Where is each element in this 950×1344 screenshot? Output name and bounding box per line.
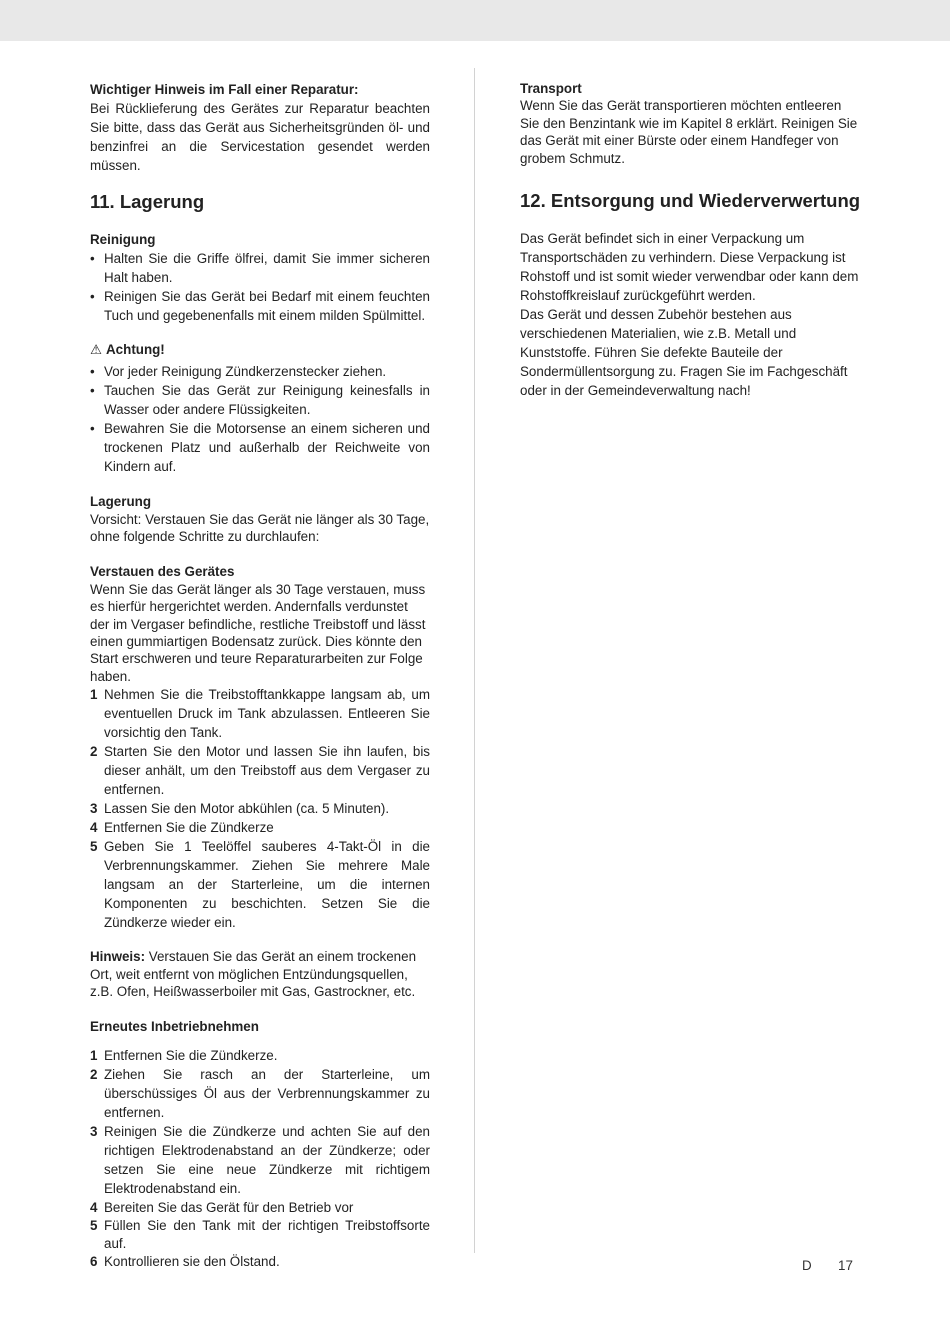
repair-notice-title: Wichtiger Hinweis im Fall einer Reparatur: (90, 82, 359, 97)
list-item: 1 Nehmen Sie die Treibstofftankkappe langsam ab, um eventuellen Druck im Tank abzulassen. Entleeren Sie vorsichtig den Tank. (90, 687, 430, 741)
list-item: 1 Entfernen Sie die Zündkerze. (90, 1048, 278, 1064)
list-item: 5 Geben Sie 1 Teelöffel sauberes 4-Takt-Öl in die Verbrennungskammer. Ziehen Sie mehrere Male langsam an der Starterleine, um die internen Komponenten zu beschichten. Setzen Sie die Zündkerze wieder ein. (90, 839, 430, 931)
cleaning-title: Reinigung (90, 232, 156, 247)
warning-heading: ⚠ Achtung! (90, 342, 165, 357)
list-item: • Tauchen Sie das Gerät zur Reinigung keinesfalls in Wasser oder andere Flüssigkeiten. (90, 383, 430, 417)
restart-title: Erneutes Inbetriebnehmen (90, 1019, 259, 1035)
section-12-heading: 12. Entsorgung und Wiederverwertung (520, 190, 861, 212)
storage-text: Vorsicht: Verstauen Sie das Gerät nie länger als 30 Tage, ohne folgende Schritte zu durchlaufen: (90, 512, 430, 545)
list-item: 3 Lassen Sie den Motor abkühlen (ca. 5 Minuten). (90, 801, 390, 817)
warning-triangle-icon: ⚠ (90, 342, 103, 357)
column-divider (474, 68, 475, 1253)
list-item: 2 Ziehen Sie rasch an der Starterleine, um überschüssiges Öl aus der Verbrennungskammer zu entfernen. (90, 1067, 430, 1121)
bullet-icon: • (90, 364, 95, 379)
list-item: 4 Bereiten Sie das Gerät für den Betrieb vor (90, 1200, 354, 1216)
disposal-text-2: Das Gerät und dessen Zubehör bestehen aus verschiedenen Materialien, wie z.B. Metall und Kunststoffe. Führen Sie defekte Bauteile der Sondermüllentsorgung zu. Fragen Sie im Fachgeschäft oder in der Gemeindeverwaltung nach! (520, 307, 848, 399)
list-item: 4 Entfernen Sie die Zündkerze (90, 820, 274, 836)
bullet-icon: • (90, 251, 95, 266)
transport-title: Transport (520, 81, 582, 96)
bullet-icon: • (90, 289, 95, 304)
list-item: • Halten Sie die Griffe ölfrei, damit Sie immer sicheren Halt haben. (90, 251, 430, 285)
list-item: 2 Starten Sie den Motor und lassen Sie ihn laufen, bis dieser anhält, um den Treibstoff aus dem Vergaser zu entfernen. (90, 744, 430, 798)
disposal-text-1: Das Gerät befindet sich in einer Verpackung um Transportschäden zu verhindern. Diese Verpackung ist Rohstoff und ist somit wieder verwendbar oder kann dem Rohstoffkreislauf zurückgeführt werden. (520, 231, 859, 304)
list-item: 6 Kontrollieren sie den Ölstand. (90, 1254, 280, 1270)
bullet-icon: • (90, 383, 95, 398)
footer-language: D (802, 1258, 812, 1273)
section-11-heading: 11. Lagerung (90, 191, 205, 212)
right-column (520, 80, 862, 400)
storage-title: Lagerung (90, 494, 152, 509)
top-bar (0, 0, 950, 41)
stow-title: Verstauen des Gerätes (90, 563, 235, 579)
repair-notice-text: Bei Rücklieferung des Gerätes zur Reparatur beachten Sie bitte, dass das Gerät aus Sicherheitsgründen öl- und benzinfrei an die Servicestation gesendet werden müssen. (90, 101, 430, 173)
list-item: 5 Füllen Sie den Tank mit der richtigen Treibstoffsorte auf. (90, 1218, 430, 1251)
left-column (90, 80, 430, 1271)
bullet-icon: • (90, 421, 95, 436)
list-item: • Vor jeder Reinigung Zündkerzenstecker ziehen. (90, 364, 387, 379)
page-number: 17 (838, 1258, 853, 1273)
list-item: • Bewahren Sie die Motorsense an einem sicheren und trockenen Platz und außerhalb der Reichweite von Kindern auf. (90, 421, 430, 474)
list-item: • Reinigen Sie das Gerät bei Bedarf mit einem feuchten Tuch und gegebenenfalls mit einem milden Spülmittel. (90, 289, 430, 323)
transport-text: Wenn Sie das Gerät transportieren möchten entleeren Sie den Benzintank wie im Kapitel 8 erklärt. Reinigen Sie das Gerät mit einer Bürste oder einem Handfeger von grobem Schmutz. (520, 98, 858, 166)
stow-text: Wenn Sie das Gerät länger als 30 Tage verstauen, muss es hierfür hergerichtet werden. Andernfalls verdunstet der im Vergaser befindliche, restliche Treibstoff und lässt einen gummiartigen Bodensatz zurück. Dies könnte den Start erschweren und teure Reparaturarbeiten zur Folge haben. (90, 581, 426, 684)
storage-note: Hinweis: Verstauen Sie das Gerät an einem trockenen Ort, weit entfernt von möglichen Entzündungsquellen, z.B. Ofen, Heißwasserboiler mit Gas, Gastrockner, etc. (90, 949, 417, 1000)
list-item: 3 Reinigen Sie die Zündkerze und achten Sie auf den richtigen Elektrodenabstand an der Zündkerze; oder setzen Sie eine neue Zündkerze mit richtigem Elektrodenabstand ein. (90, 1124, 430, 1197)
